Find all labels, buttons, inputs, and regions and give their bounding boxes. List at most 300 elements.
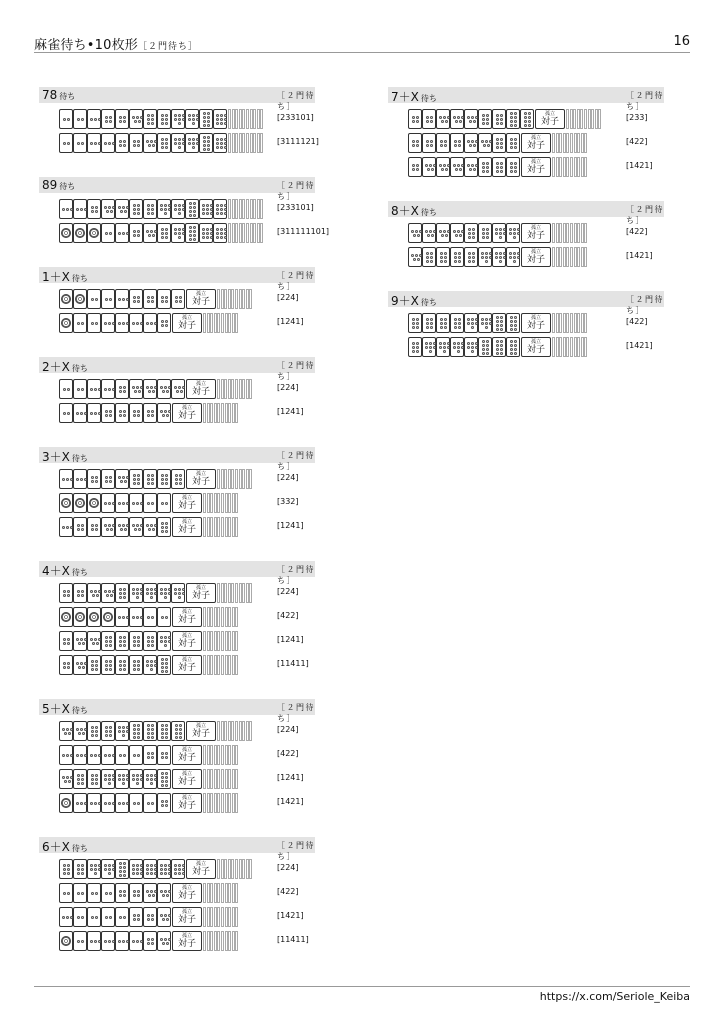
pin-dot-icon bbox=[137, 890, 140, 893]
pin-dot-icon bbox=[485, 318, 488, 321]
pin-dot-icon bbox=[104, 802, 107, 805]
blank-tile bbox=[231, 583, 234, 603]
pin-dot-icon bbox=[108, 782, 111, 785]
tile-face bbox=[410, 250, 422, 264]
pin-circle-icon bbox=[61, 936, 71, 946]
tile-face bbox=[146, 748, 154, 762]
pin-dot-icon bbox=[485, 322, 488, 325]
pin-dot-icon bbox=[220, 118, 223, 121]
tile-face bbox=[173, 586, 185, 600]
pin-tile-4 bbox=[450, 133, 464, 153]
tile-face bbox=[75, 724, 87, 738]
blank-tile bbox=[232, 769, 235, 789]
tile-face bbox=[132, 910, 140, 924]
tile-face bbox=[425, 250, 433, 264]
pin-dot-icon bbox=[90, 754, 93, 757]
pin-dot-icon bbox=[216, 142, 219, 145]
pin-dot-icon bbox=[514, 112, 517, 115]
tile-face bbox=[132, 406, 140, 420]
tile-face bbox=[160, 136, 168, 150]
pin-dot-icon bbox=[416, 140, 419, 143]
pin-tile-2 bbox=[101, 289, 115, 309]
tile-face bbox=[173, 136, 185, 150]
blank-tile bbox=[232, 517, 235, 537]
pin-dot-icon bbox=[118, 524, 121, 527]
pin-dot-icon bbox=[496, 138, 499, 141]
pin-dot-icon bbox=[134, 120, 137, 123]
pin-dot-icon bbox=[137, 728, 140, 731]
pin-tile-2 bbox=[73, 133, 87, 153]
blank-tile bbox=[584, 133, 587, 153]
blank-tile bbox=[217, 931, 220, 951]
blank-tile bbox=[232, 793, 235, 813]
blank-tile bbox=[250, 133, 253, 153]
tile-face bbox=[160, 610, 168, 624]
hand-code: [224] bbox=[277, 863, 299, 872]
pin-dot-icon bbox=[138, 120, 141, 123]
pin-dot-icon bbox=[189, 234, 192, 237]
pin-dot-icon bbox=[109, 480, 112, 483]
tile-face bbox=[480, 136, 492, 150]
pin-dot-icon bbox=[193, 214, 196, 217]
pin-dot-icon bbox=[514, 146, 517, 149]
pin-tile-4 bbox=[129, 907, 143, 927]
pin-dot-icon bbox=[165, 784, 168, 787]
tile-face bbox=[160, 724, 168, 738]
pin-tile-4 bbox=[59, 583, 73, 603]
pin-tile-4 bbox=[115, 109, 129, 129]
pin-dot-icon bbox=[216, 228, 219, 231]
pin-tile-7 bbox=[506, 223, 520, 243]
pin-dot-icon bbox=[481, 322, 484, 325]
pin-dot-icon bbox=[224, 232, 227, 235]
blank-tile bbox=[242, 859, 245, 879]
pin-dot-icon bbox=[168, 890, 171, 893]
pin-dot-icon bbox=[178, 204, 181, 207]
pin-dot-icon bbox=[207, 120, 210, 123]
pin-dot-icon bbox=[147, 478, 150, 481]
isolated-pair-tile bbox=[521, 337, 551, 357]
pin-dot-icon bbox=[510, 170, 513, 173]
hand-code: [11411] bbox=[277, 659, 309, 668]
tile-strip bbox=[59, 493, 239, 513]
isolated-label: 孤立 bbox=[181, 657, 192, 663]
pin-tile-3 bbox=[115, 607, 129, 627]
tile-face bbox=[146, 610, 154, 624]
pin-dot-icon bbox=[178, 138, 181, 141]
tile-face bbox=[453, 136, 461, 150]
pin-dot-icon bbox=[124, 528, 127, 531]
pin-dot-icon bbox=[482, 340, 485, 343]
pin-dot-icon bbox=[500, 170, 503, 173]
pin-tile-3 bbox=[129, 313, 143, 333]
pin-dot-icon bbox=[220, 146, 223, 149]
tile-face bbox=[90, 886, 98, 900]
pin-dot-icon bbox=[119, 636, 122, 639]
pin-dot-icon bbox=[90, 590, 93, 593]
pin-dot-icon bbox=[161, 784, 164, 787]
pin-dot-icon bbox=[81, 388, 84, 391]
pin-dot-icon bbox=[151, 296, 154, 299]
pin-dot-icon bbox=[164, 914, 167, 917]
pin-dot-icon bbox=[216, 118, 219, 121]
pin-dot-icon bbox=[123, 636, 126, 639]
pin-dot-icon bbox=[96, 642, 99, 645]
pin-tile-3 bbox=[59, 199, 73, 219]
pin-dot-icon bbox=[439, 116, 442, 119]
blank-tile bbox=[221, 883, 224, 903]
pin-dot-icon bbox=[174, 228, 177, 231]
pin-dot-icon bbox=[514, 316, 517, 319]
tile-strip bbox=[408, 157, 588, 177]
pin-dot-icon bbox=[132, 592, 135, 595]
tile-face bbox=[89, 610, 99, 624]
pin-dot-icon bbox=[188, 138, 191, 141]
pin-dot-icon bbox=[152, 390, 155, 393]
blank-tile bbox=[584, 337, 587, 357]
pin-tile-2 bbox=[157, 493, 171, 513]
pin-dot-icon bbox=[457, 116, 460, 119]
blank-tile-stack bbox=[552, 133, 588, 153]
pin-tile-6 bbox=[478, 157, 492, 177]
pin-dot-icon bbox=[105, 414, 108, 417]
pin-dot-icon bbox=[514, 116, 517, 119]
tile-face bbox=[62, 886, 70, 900]
pin-dot-icon bbox=[151, 410, 154, 413]
pin-tile-4 bbox=[101, 109, 115, 129]
pin-dot-icon bbox=[132, 116, 135, 119]
tile-face bbox=[61, 496, 71, 510]
tile-face bbox=[467, 226, 475, 240]
tile-strip bbox=[59, 859, 253, 879]
blank-tile bbox=[235, 721, 238, 741]
pin-dot-icon bbox=[510, 146, 513, 149]
pin-dot-icon bbox=[412, 168, 415, 171]
pin-dot-icon bbox=[165, 474, 168, 477]
pin-dot-icon bbox=[109, 476, 112, 479]
pin-dot-icon bbox=[122, 206, 125, 209]
pin-dot-icon bbox=[416, 144, 419, 147]
pin-tile-5 bbox=[478, 133, 492, 153]
pin-dot-icon bbox=[453, 164, 456, 167]
hand-row bbox=[39, 377, 315, 401]
pair-label: 対子 bbox=[177, 639, 196, 649]
pin-dot-icon bbox=[166, 414, 169, 417]
pin-dot-icon bbox=[165, 236, 168, 239]
blank-tile bbox=[235, 133, 238, 153]
pin-dot-icon bbox=[67, 892, 70, 895]
pin-dot-icon bbox=[147, 724, 150, 727]
pin-dot-icon bbox=[95, 660, 98, 663]
blank-tile bbox=[221, 793, 224, 813]
blank-tile bbox=[225, 655, 228, 675]
isolated-label: 孤立 bbox=[181, 315, 192, 321]
pin-dot-icon bbox=[469, 144, 472, 147]
pin-dot-icon bbox=[123, 596, 126, 599]
blank-tile bbox=[232, 631, 235, 651]
pin-tile-9 bbox=[199, 199, 213, 219]
isolated-label: 孤立 bbox=[181, 795, 192, 801]
pin-dot-icon bbox=[90, 802, 93, 805]
blank-tile bbox=[207, 745, 210, 765]
pin-dot-icon bbox=[137, 664, 140, 667]
pin-dot-icon bbox=[105, 298, 108, 301]
tile-face bbox=[202, 136, 210, 150]
tile-face bbox=[75, 796, 87, 810]
pin-tile-6 bbox=[129, 469, 143, 489]
blank-tile-stack bbox=[203, 793, 239, 813]
tile-face bbox=[146, 724, 154, 738]
pin-tile-5 bbox=[157, 883, 171, 903]
pin-dot-icon bbox=[105, 644, 108, 647]
pin-dot-icon bbox=[179, 296, 182, 299]
pin-dot-icon bbox=[425, 346, 428, 349]
blank-tile bbox=[235, 907, 238, 927]
pin-dot-icon bbox=[514, 170, 517, 173]
pin-tile-6 bbox=[59, 859, 73, 879]
section-wait-label: 待ち bbox=[71, 568, 88, 577]
pin-dot-icon bbox=[510, 316, 513, 319]
blank-tile bbox=[584, 247, 587, 267]
blank-tile bbox=[235, 769, 238, 789]
pin-dot-icon bbox=[133, 140, 136, 143]
tile-face bbox=[508, 226, 520, 240]
pin-dot-icon bbox=[496, 352, 499, 355]
pin-dot-icon bbox=[430, 318, 433, 321]
tile-face bbox=[103, 934, 115, 948]
pin-dot-icon bbox=[123, 862, 126, 865]
tile-face bbox=[439, 250, 447, 264]
tile-face bbox=[132, 886, 140, 900]
blank-tile bbox=[577, 247, 580, 267]
pin-dot-icon bbox=[119, 386, 122, 389]
pin-dot-icon bbox=[182, 868, 185, 871]
hand-row bbox=[39, 581, 315, 605]
pin-dot-icon bbox=[216, 232, 219, 235]
pin-dot-icon bbox=[500, 324, 503, 327]
pin-dot-icon bbox=[161, 138, 164, 141]
pin-dot-icon bbox=[429, 350, 432, 353]
pin-dot-icon bbox=[454, 140, 457, 143]
hand-code: [1421] bbox=[626, 251, 653, 260]
pin-tile-6 bbox=[171, 469, 185, 489]
tile-face bbox=[89, 136, 101, 150]
pin-dot-icon bbox=[455, 168, 458, 171]
pin-dot-icon bbox=[176, 390, 179, 393]
section-number: 3＋X bbox=[42, 450, 70, 464]
blank-tile bbox=[235, 109, 238, 129]
pin-dot-icon bbox=[174, 872, 177, 875]
blank-tile-stack bbox=[552, 313, 588, 333]
blank-tile bbox=[242, 109, 245, 129]
pin-dot-icon bbox=[472, 256, 475, 259]
pin-dot-icon bbox=[443, 230, 446, 233]
pin-dot-icon bbox=[62, 916, 65, 919]
pin-dot-icon bbox=[439, 164, 442, 167]
pin-dot-icon bbox=[76, 208, 79, 211]
tile-face bbox=[425, 316, 433, 330]
pin-tile-8 bbox=[506, 313, 520, 333]
pin-dot-icon bbox=[444, 260, 447, 263]
blank-tile bbox=[573, 109, 576, 129]
pin-tile-3 bbox=[73, 469, 87, 489]
pin-dot-icon bbox=[220, 228, 223, 231]
blank-tile bbox=[232, 883, 235, 903]
header-rule bbox=[34, 52, 690, 53]
pin-tile-5 bbox=[436, 223, 450, 243]
hand-row bbox=[39, 311, 315, 335]
pin-tile-4 bbox=[157, 745, 171, 765]
pin-dot-icon bbox=[108, 868, 111, 871]
pin-dot-icon bbox=[76, 754, 79, 757]
hand-row bbox=[39, 467, 315, 491]
pin-dot-icon bbox=[118, 476, 121, 479]
pin-dot-icon bbox=[161, 118, 164, 121]
pair-label: 対子 bbox=[177, 891, 196, 901]
pin-dot-icon bbox=[137, 478, 140, 481]
pin-tile-6 bbox=[408, 313, 422, 333]
pin-dot-icon bbox=[179, 724, 182, 727]
pin-dot-icon bbox=[108, 802, 111, 805]
isolated-label: 孤立 bbox=[181, 633, 192, 639]
pin-dot-icon bbox=[203, 136, 206, 139]
pin-dot-icon bbox=[76, 662, 79, 665]
pin-tile-7 bbox=[87, 859, 101, 879]
pin-dot-icon bbox=[146, 592, 149, 595]
pin-tile-2 bbox=[59, 379, 73, 399]
tile-face bbox=[75, 406, 87, 420]
blank-tile-stack bbox=[203, 907, 239, 927]
pin-dot-icon bbox=[67, 594, 70, 597]
blank-tile bbox=[249, 469, 252, 489]
pin-dot-icon bbox=[224, 138, 227, 141]
blank-tile bbox=[217, 859, 220, 879]
pin-dot-icon bbox=[133, 732, 136, 735]
pin-tile-6 bbox=[436, 313, 450, 333]
pin-tile-3 bbox=[73, 793, 87, 813]
pin-dot-icon bbox=[203, 144, 206, 147]
pin-dot-icon bbox=[118, 616, 121, 619]
hand-code: [1421] bbox=[626, 161, 653, 170]
pin-dot-icon bbox=[160, 872, 163, 875]
tile-face bbox=[61, 610, 71, 624]
pin-dot-icon bbox=[417, 234, 420, 237]
pin-dot-icon bbox=[67, 868, 70, 871]
pin-dot-icon bbox=[110, 210, 113, 213]
blank-tile bbox=[207, 655, 210, 675]
section-wait-label: 待ち bbox=[420, 298, 437, 307]
pin-dot-icon bbox=[500, 114, 503, 117]
pin-dot-icon bbox=[429, 164, 432, 167]
blank-tile bbox=[235, 493, 238, 513]
pin-dot-icon bbox=[146, 864, 149, 867]
pin-dot-icon bbox=[482, 166, 485, 169]
pin-dot-icon bbox=[482, 236, 485, 239]
pin-tile-7 bbox=[171, 223, 185, 243]
pin-dot-icon bbox=[66, 776, 69, 779]
blank-tile bbox=[207, 403, 210, 423]
pin-dot-icon bbox=[95, 668, 98, 671]
pin-dot-icon bbox=[412, 120, 415, 123]
pin-dot-icon bbox=[132, 322, 135, 325]
pin-dot-icon bbox=[481, 252, 484, 255]
hand-row bbox=[388, 245, 664, 269]
pin-dot-icon bbox=[118, 940, 121, 943]
section-title bbox=[391, 202, 437, 219]
tile-face bbox=[215, 226, 227, 240]
pin-dot-icon bbox=[513, 252, 516, 255]
pin-dot-icon bbox=[416, 164, 419, 167]
blank-tile bbox=[214, 769, 217, 789]
blank-tile bbox=[224, 289, 227, 309]
pin-dot-icon bbox=[188, 142, 191, 145]
pin-dot-icon bbox=[95, 524, 98, 527]
tile-face bbox=[89, 382, 101, 396]
pin-tile-5 bbox=[73, 721, 87, 741]
tile-face bbox=[76, 136, 84, 150]
pin-dot-icon bbox=[147, 482, 150, 485]
tile-face bbox=[145, 886, 157, 900]
tile-face bbox=[103, 520, 115, 534]
tile-face bbox=[89, 496, 99, 510]
pin-tile-5 bbox=[101, 583, 115, 603]
pin-dot-icon bbox=[119, 144, 122, 147]
pin-tile-6 bbox=[129, 655, 143, 675]
pin-dot-icon bbox=[430, 256, 433, 259]
pin-dot-icon bbox=[182, 588, 185, 591]
hand-code: [422] bbox=[277, 887, 299, 896]
pin-dot-icon bbox=[412, 350, 415, 353]
blank-tile bbox=[581, 247, 584, 267]
pin-tile-6 bbox=[422, 313, 436, 333]
pin-dot-icon bbox=[94, 940, 97, 943]
pin-dot-icon bbox=[123, 660, 126, 663]
blank-tile bbox=[556, 313, 559, 333]
pin-dot-icon bbox=[495, 256, 498, 259]
pin-dot-icon bbox=[495, 232, 498, 235]
pin-dot-icon bbox=[105, 726, 108, 729]
pin-dot-icon bbox=[431, 234, 434, 237]
pin-dot-icon bbox=[119, 660, 122, 663]
wait-section bbox=[388, 291, 664, 359]
isolated-label: 孤立 bbox=[195, 585, 206, 591]
pin-dot-icon bbox=[165, 752, 168, 755]
blank-tile bbox=[260, 223, 263, 243]
pin-dot-icon bbox=[454, 260, 457, 263]
hand-code: [422] bbox=[277, 749, 299, 758]
pin-dot-icon bbox=[132, 524, 135, 527]
pin-dot-icon bbox=[133, 914, 136, 917]
pin-dot-icon bbox=[91, 778, 94, 781]
pin-dot-icon bbox=[486, 162, 489, 165]
pin-dot-icon bbox=[412, 116, 415, 119]
pin-dot-icon bbox=[161, 300, 164, 303]
pin-dot-icon bbox=[123, 890, 126, 893]
pin-dot-icon bbox=[147, 616, 150, 619]
hand-code: [1241] bbox=[277, 407, 304, 416]
page-title bbox=[34, 34, 198, 53]
footer-link[interactable]: https://x.com/Seriole_Keiba bbox=[539, 990, 690, 1003]
pin-dot-icon bbox=[82, 666, 85, 669]
blank-tile bbox=[228, 109, 231, 129]
blank-tile bbox=[239, 469, 242, 489]
blank-tile bbox=[235, 223, 238, 243]
tile-strip bbox=[59, 517, 239, 537]
pin-dot-icon bbox=[168, 914, 171, 917]
pin-tile-6 bbox=[478, 109, 492, 129]
pin-tile-2 bbox=[87, 289, 101, 309]
tile-face bbox=[494, 226, 506, 240]
